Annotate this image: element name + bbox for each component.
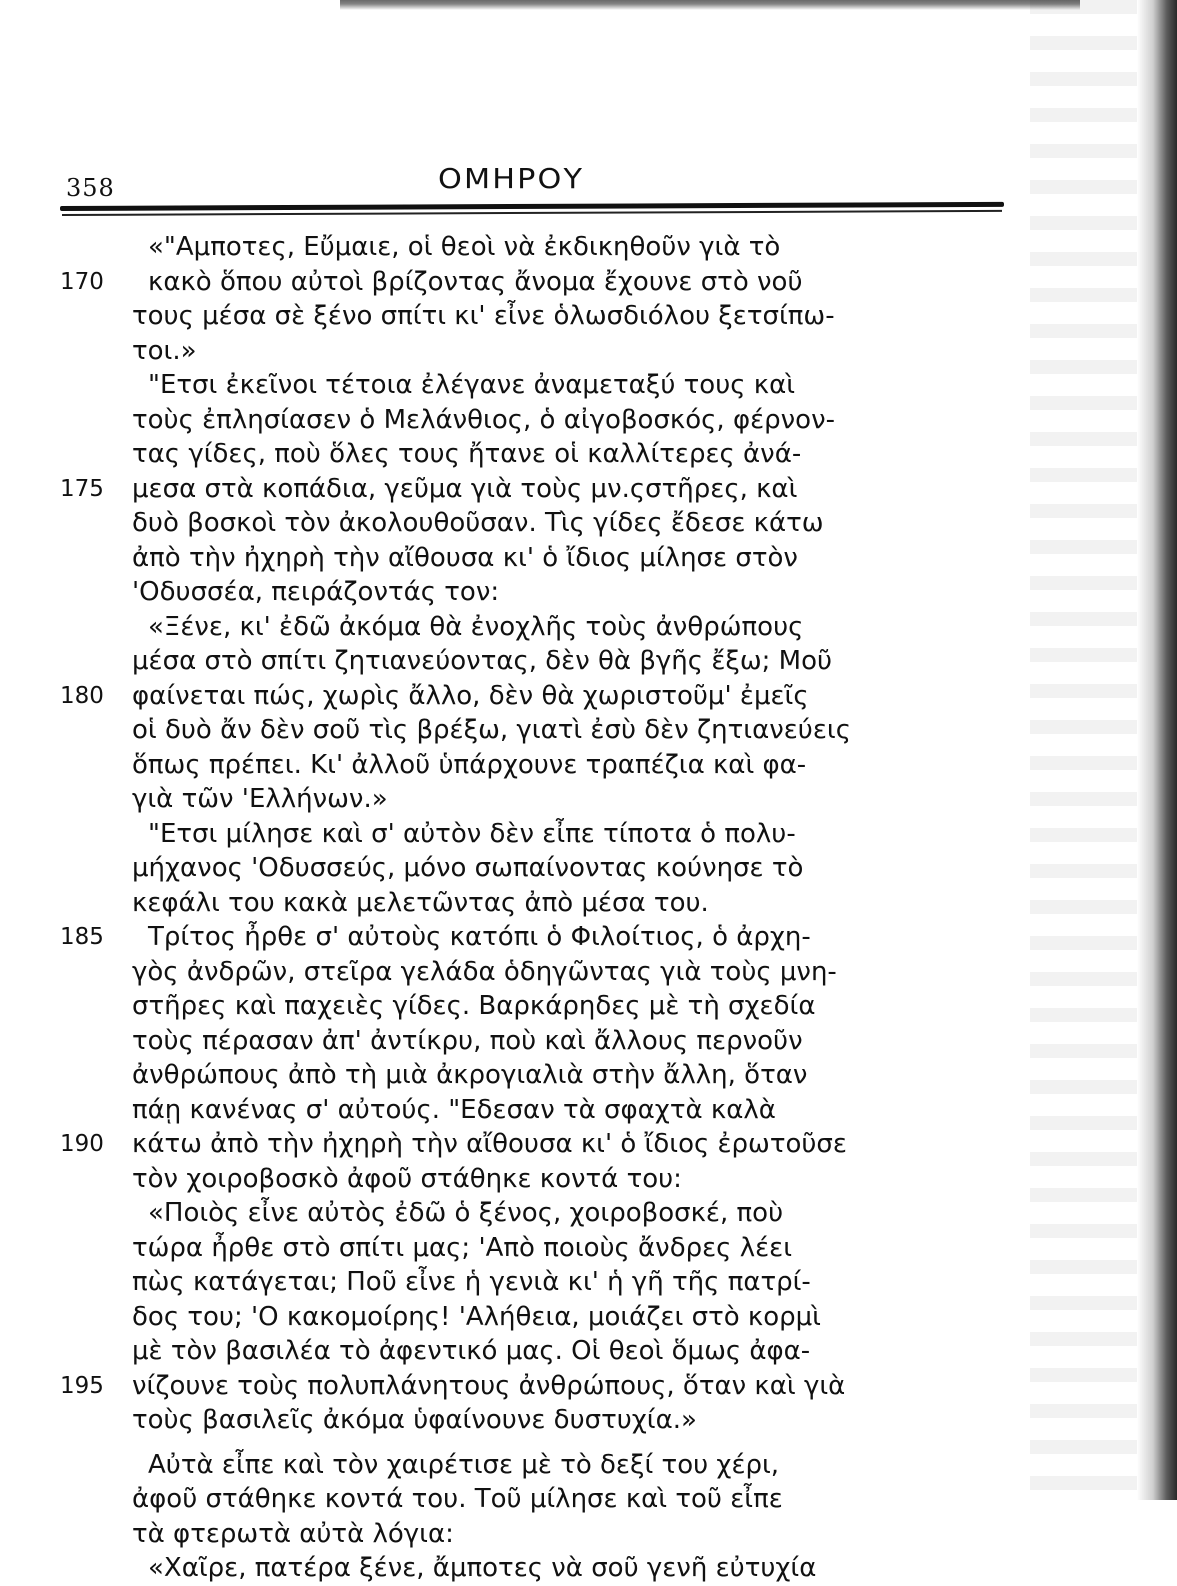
line-number: 195	[60, 1372, 104, 1399]
line-text: τοὺς ἐπλησίασεν ὁ Μελάνθιος, ὁ αἰγοβοσκός, φέρνον-	[132, 404, 835, 435]
line-text: γὸς ἀνδρῶν, στεῖρα γελάδα ὁδηγῶντας γιὰ τοὺς μνη-	[132, 956, 837, 987]
text-line	[0, 610, 1177, 645]
line-text: δυὸ βοσκοὶ τὸν ἀκολουθοῦσαν. Τὶς γίδες ἔδεσε κάτω	[132, 508, 824, 538]
line-text: πάῃ κανένας σ' αὐτούς. "Εδεσαν τὰ σφαχτὰ καλὰ	[132, 1094, 776, 1125]
line-text: ὅπως πρέπει. Κι' ἀλλοῦ ὑπάρχουνε τραπέζια καὶ φα-	[132, 749, 807, 780]
line-text: στῆρες καὶ παχειὲς γίδες. Βαρκάρηδες μὲ τὴ σχεδία	[132, 991, 816, 1021]
text-line	[0, 1058, 1177, 1093]
line-text: τὸν χοιροβοσκὸ ἀφοῦ στάθηκε κοντά του:	[132, 1163, 682, 1194]
text-line	[0, 437, 1177, 472]
line-text: Τρίτος ἦρθε σ' αὐτοὺς κατόπι ὁ Φιλοίτιος, ὁ ἀρχη-	[148, 922, 811, 952]
text-line	[0, 403, 1177, 438]
line-text: κεφάλι του κακὰ μελετῶντας ἀπὸ μέσα του.	[132, 887, 709, 918]
line-text: γιὰ τῶν 'Ελλήνων.»	[132, 784, 388, 814]
text-line	[0, 1300, 1177, 1335]
line-text: κακὸ ὅπου αὐτοὶ βρίζοντας ἄνομα ἔχουνε στὸ νοῦ	[148, 266, 803, 297]
text-line	[0, 541, 1177, 576]
text-line	[0, 1482, 1177, 1517]
text-line	[0, 1551, 1177, 1586]
line-text: δος του; 'Ο κακομοίρης! 'Αλήθεια, μοιάζει στὸ κορμὶ	[132, 1301, 821, 1332]
line-number: 190	[60, 1131, 104, 1157]
line-text: οἱ δυὸ ἄν δὲν σοῦ τὶς βρέξω, γιατὶ ἐσὺ δὲν ζητιανεύεις	[132, 715, 851, 745]
line-text: τοι.»	[132, 335, 197, 366]
line-text: τὰ φτερωτὰ αὐτὰ λόγια:	[132, 1518, 454, 1549]
paragraph-gap	[0, 1438, 1177, 1448]
text-line	[0, 1127, 1177, 1162]
line-text: μήχανος 'Οδυσσεύς, μόνο σωπαίνοντας κούνησε τὸ	[132, 853, 804, 883]
line-text: Αὐτὰ εἶπε καὶ τὸν χαιρέτισε μὲ τὸ δεξί του χέρι,	[148, 1449, 780, 1480]
header-rule-thin	[62, 210, 1002, 216]
text-line	[0, 506, 1177, 541]
text-line	[0, 1369, 1177, 1404]
line-text: τοὺς βασιλεῖς ἀκόμα ὑφαίνουνε δυστυχία.»	[132, 1405, 697, 1435]
line-number: 180	[60, 682, 104, 709]
poem-text-block	[0, 230, 1177, 1586]
line-number: 175	[60, 475, 104, 502]
line-text: μεσα στὰ κοπάδια, γεῦμα γιὰ τοὺς μν.ςστῆρες, καὶ	[132, 473, 798, 504]
text-line	[0, 851, 1177, 886]
text-line	[0, 920, 1177, 955]
line-text: «Ποιὸς εἶνε αὐτὸς ἐδῶ ὁ ξένος, χοιροβοσκέ, ποὺ	[148, 1198, 784, 1228]
text-line	[0, 1517, 1177, 1552]
text-line	[0, 1196, 1177, 1231]
text-line	[0, 955, 1177, 990]
text-line	[0, 1231, 1177, 1266]
text-line	[0, 334, 1177, 369]
text-line	[0, 299, 1177, 334]
text-line	[0, 265, 1177, 300]
line-text: νίζουνε τοὺς πολυπλάνητους ἀνθρώπους, ὅταν καὶ γιὰ	[132, 1370, 846, 1401]
line-text: "Ετσι ἐκεῖνοι τέτοια ἐλέγανε ἀναμεταξύ τους καὶ	[148, 370, 796, 400]
line-number: 185	[60, 924, 104, 950]
line-text: ἀνθρώπους ἀπὸ τὴ μιὰ ἀκρογιαλιὰ στὴν ἄλλη, ὅταν	[132, 1060, 808, 1090]
running-title: ΟΜΗΡΟΥ	[438, 162, 585, 195]
text-line	[0, 472, 1177, 507]
scan-top-edge	[340, 0, 1080, 10]
text-line	[0, 368, 1177, 403]
line-text: τους μέσα σὲ ξένο σπίτι κι' εἶνε ὁλωσδιόλου ξετσίπω-	[132, 301, 835, 331]
text-line	[0, 886, 1177, 921]
line-text: «Ξένε, κι' ἐδῶ ἀκόμα θὰ ἐνοχλῆς τοὺς ἀνθρώπους	[148, 611, 804, 642]
text-line	[0, 575, 1177, 610]
text-line	[0, 1265, 1177, 1300]
text-line	[0, 782, 1177, 817]
line-text: "Ετσι μίλησε καὶ σ' αὐτὸν δὲν εἶπε τίποτα ὁ πολυ-	[148, 818, 796, 849]
text-line	[0, 817, 1177, 852]
line-text: φαίνεται πώς, χωρὶς ἄλλο, δὲν θὰ χωριστοῦμ' ἐμεῖς	[132, 680, 809, 711]
text-line	[0, 989, 1177, 1024]
line-number: 170	[60, 268, 104, 295]
text-line	[0, 679, 1177, 714]
line-text: 'Οδυσσέα, πειράζοντάς τον:	[132, 577, 500, 607]
line-text: «Χαῖρε, πατέρα ξένε, ἄμποτες νὰ σοῦ γενῆ εὐτυχία	[148, 1553, 817, 1583]
text-line	[0, 1093, 1177, 1128]
line-text: μὲ τὸν βασιλέα τὸ ἀφεντικό μας. Οἱ θεοὶ ὅμως ἀφα-	[132, 1336, 811, 1366]
line-text: κάτω ἀπὸ τὴν ἠχηρὴ τὴν αἴθουσα κι' ὁ ἴδιος ἐρωτοῦσε	[132, 1129, 847, 1159]
line-text: πὼς κατάγεται; Ποῦ εἶνε ἡ γενιὰ κι' ἡ γῆ τῆς πατρί-	[132, 1267, 811, 1297]
line-text: μέσα στὸ σπίτι ζητιανεύοντας, δὲν θὰ βγῆς ἔξω; Μοῦ	[132, 646, 833, 676]
text-line	[0, 230, 1177, 265]
text-line	[0, 1162, 1177, 1197]
text-line	[0, 1403, 1177, 1438]
page-header	[60, 160, 1005, 206]
page-number: 358	[66, 174, 115, 202]
line-text: τοὺς πέρασαν ἀπ' ἀντίκρυ, ποὺ καὶ ἄλλους περνοῦν	[132, 1025, 803, 1056]
line-text: ἀφοῦ στάθηκε κοντά του. Τοῦ μίλησε καὶ τοῦ εἶπε	[132, 1484, 783, 1514]
line-text: τας γίδες, ποὺ ὅλες τους ἤτανε οἱ καλλίτερες ἀνά-	[132, 439, 802, 469]
text-line	[0, 1448, 1177, 1483]
text-line	[0, 644, 1177, 679]
text-line	[0, 1024, 1177, 1059]
line-text: τώρα ἦρθε στὸ σπίτι μας; 'Απὸ ποιοὺς ἄνδρες λέει	[132, 1232, 792, 1263]
text-line	[0, 713, 1177, 748]
line-text: ἀπὸ τὴν ἠχηρὴ τὴν αἴθουσα κι' ὁ ἴδιος μίλησε στὸν	[132, 542, 798, 573]
line-text: «"Αμποτες, Εὔμαιε, οἱ θεοὶ νὰ ἐκδικηθοῦν γιὰ τὸ	[148, 232, 781, 262]
text-line	[0, 748, 1177, 783]
text-line	[0, 1334, 1177, 1369]
